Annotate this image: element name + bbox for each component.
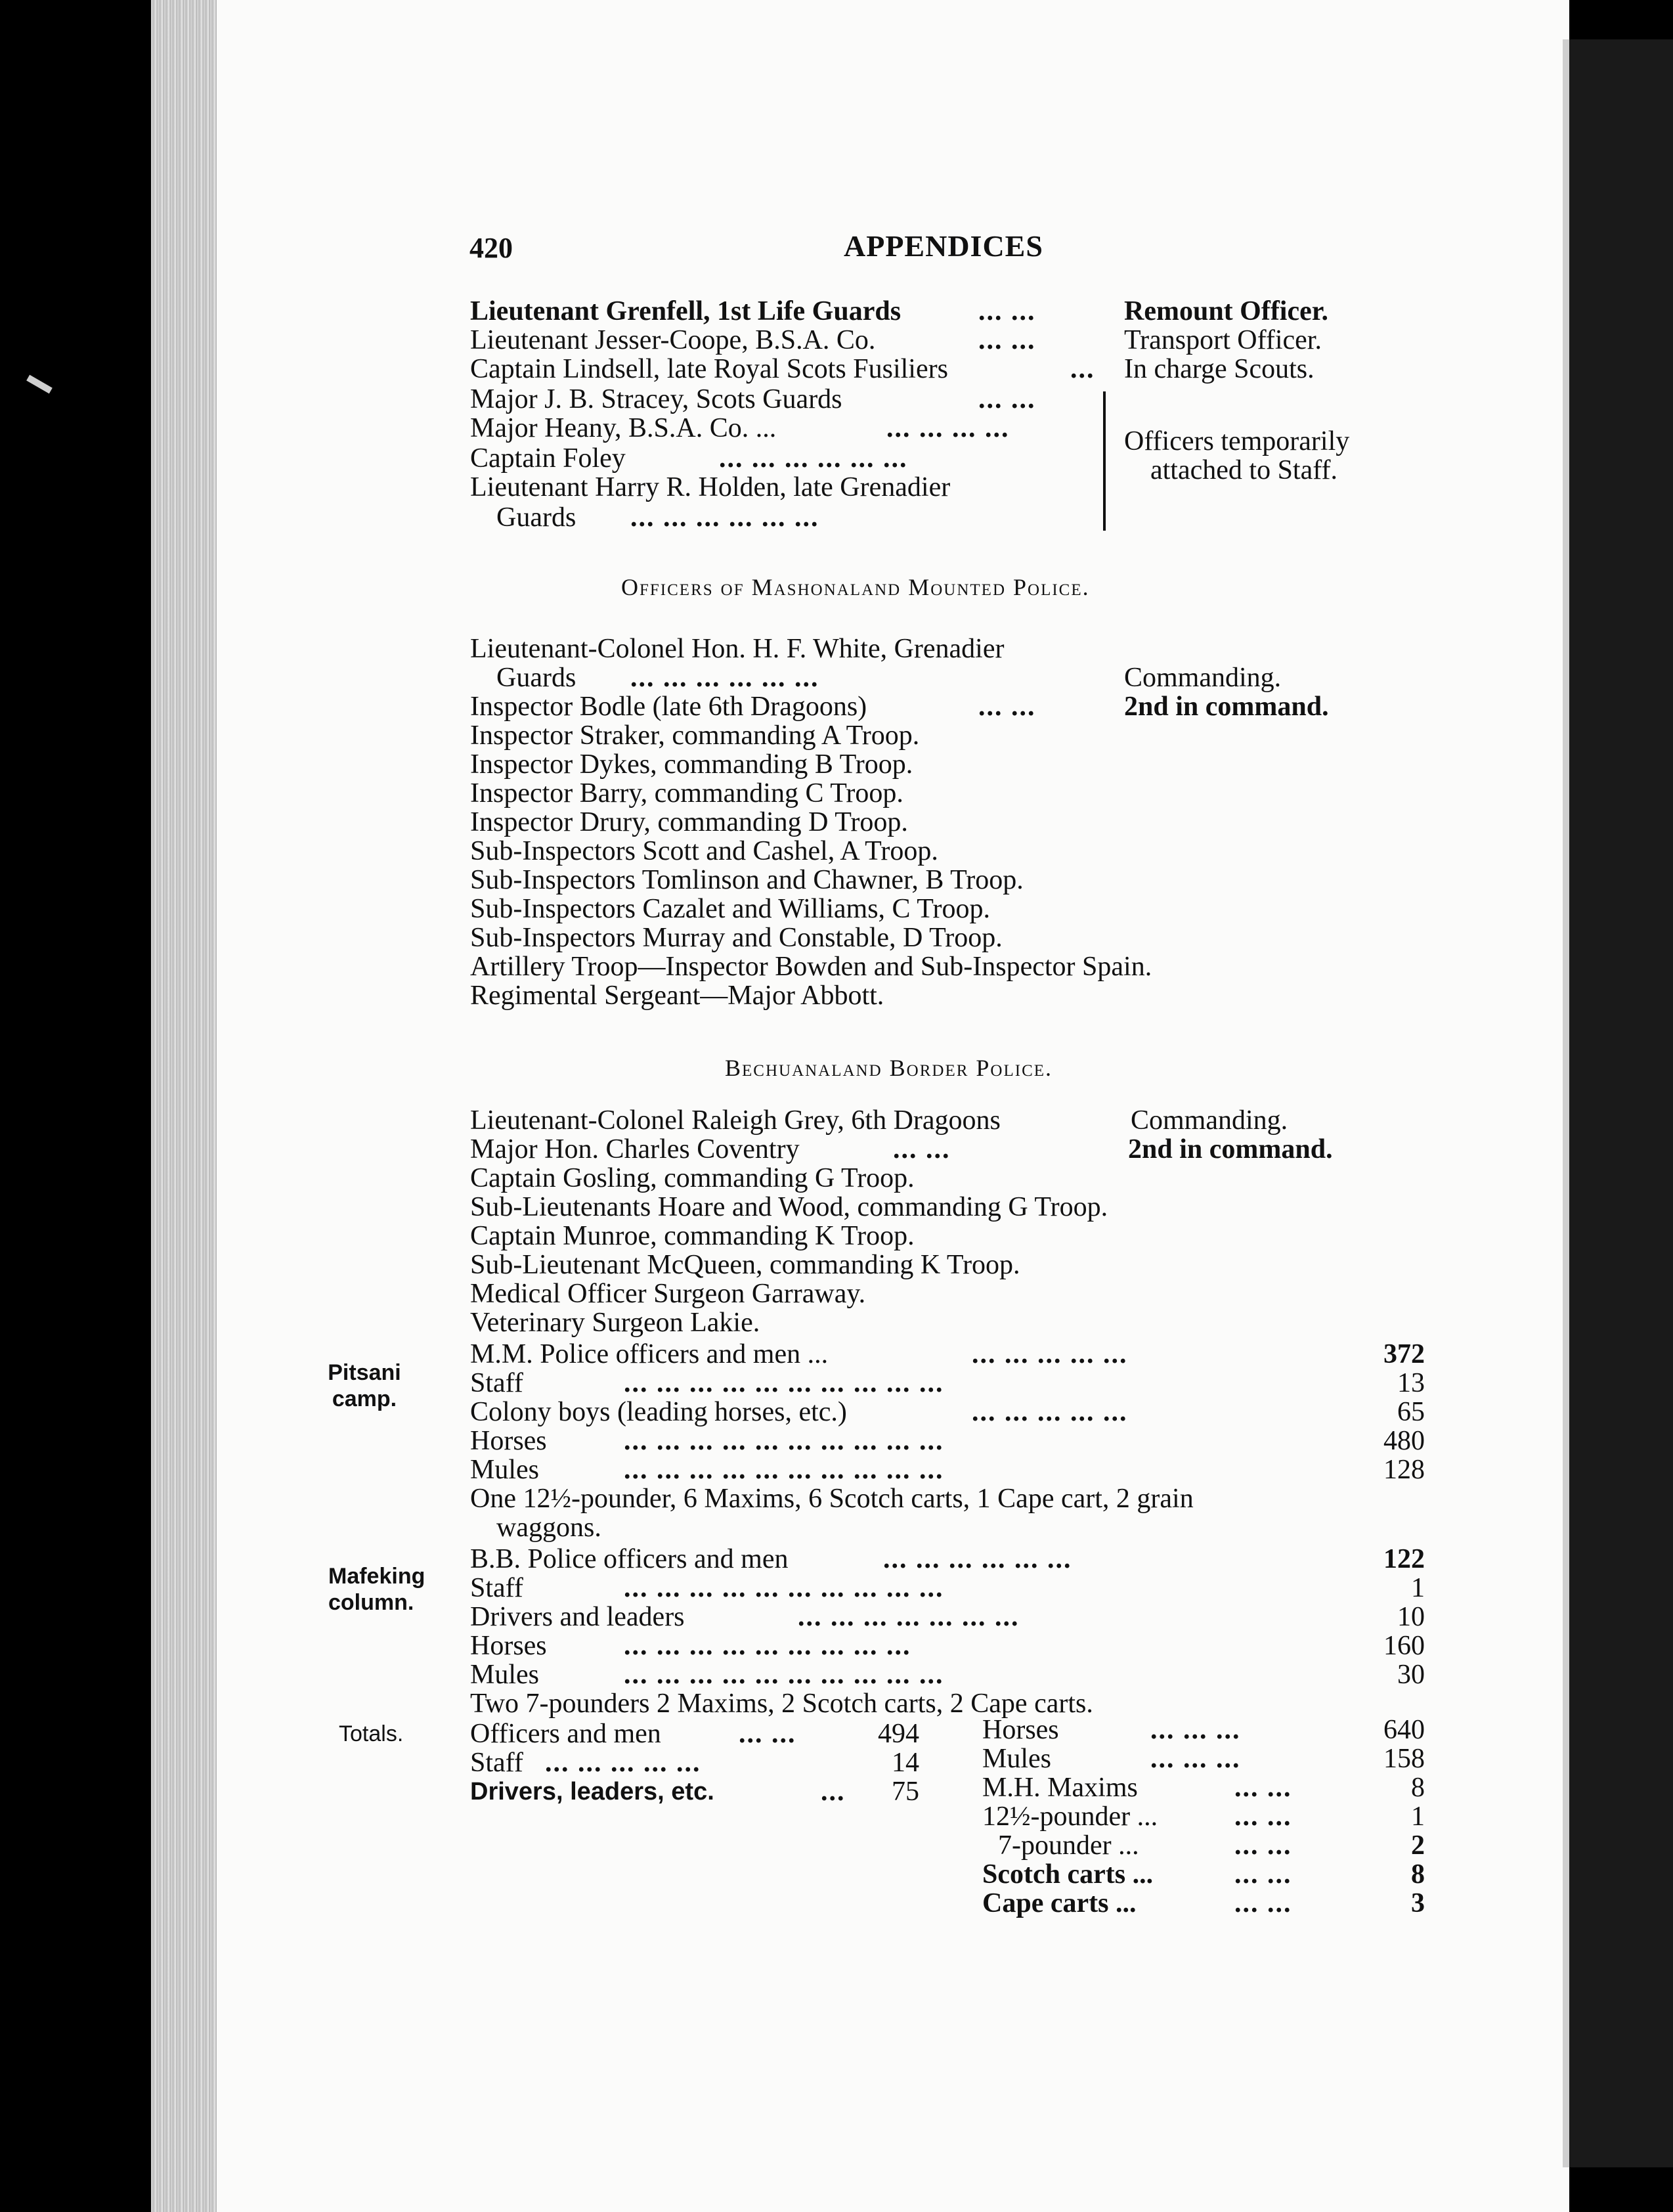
staff-row-name: Major J. B. Stracey, Scots Guards xyxy=(470,384,842,414)
staff-row-role: Remount Officer. xyxy=(1124,296,1329,326)
staff-row-name: Guards xyxy=(496,502,576,533)
mafeking-row: Mules xyxy=(470,1660,539,1690)
totals-right-value: 3 xyxy=(1411,1888,1425,1918)
mafeking-row-dots: ... ... ... ... ... ... ... ... ... ... xyxy=(624,1573,944,1603)
page-title: APPENDICES xyxy=(844,229,1043,263)
totals-left-row: Officers and men xyxy=(470,1719,661,1749)
bbp-row: Sub-Lieutenants Hoare and Wood, commanding G Troop. xyxy=(470,1192,1108,1222)
mafeking-row-dots: ... ... ... ... ... ... ... ... ... xyxy=(624,1631,911,1661)
totals-right-value: 2 xyxy=(1411,1830,1425,1861)
group-brace xyxy=(1103,391,1106,531)
mafeking-row-value: 160 xyxy=(1383,1631,1425,1661)
pitsani-row-value: 65 xyxy=(1397,1397,1425,1427)
pitsani-row-dots: ... ... ... ... ... ... ... ... ... ... xyxy=(624,1455,944,1485)
totals-left-dots: ... ... xyxy=(739,1719,796,1749)
totals-left-dots: ... xyxy=(821,1777,846,1807)
totals-right-row: 12½-pounder ... xyxy=(982,1802,1158,1832)
totals-right-dots: ... ... xyxy=(1234,1830,1292,1861)
staff-row-dots: ... ... ... ... ... ... xyxy=(719,443,908,474)
bbp-row: Major Hon. Charles Coventry xyxy=(470,1134,800,1164)
mmp-row-role: 2nd in command. xyxy=(1124,692,1329,722)
mmp-row-role: Commanding. xyxy=(1124,663,1282,693)
pitsani-row-value: 13 xyxy=(1397,1368,1425,1398)
totals-left-dots: ... ... ... ... ... xyxy=(545,1748,701,1778)
bbp-row: Captain Gosling, commanding G Troop. xyxy=(470,1163,915,1193)
totals-right-value: 1 xyxy=(1411,1802,1425,1832)
staff-row-dots: ... ... xyxy=(978,325,1036,355)
staff-row-name: Lieutenant Grenfell, 1st Life Guards xyxy=(470,296,902,326)
totals-right-dots: ... ... ... xyxy=(1150,1715,1241,1745)
mmp-row: Artillery Troop—Inspector Bowden and Sub-Inspector Spain. xyxy=(470,952,1152,982)
mafeking-row-dots: ... ... ... ... ... ... ... xyxy=(798,1602,1020,1632)
staff-row-name: Lieutenant Jesser-Coope, B.S.A. Co. xyxy=(470,325,876,355)
totals-right-dots: ... ... xyxy=(1234,1802,1292,1832)
staff-row-name: Captain Foley xyxy=(470,443,626,474)
staff-row-role: In charge Scouts. xyxy=(1124,354,1314,384)
totals-left-value: 494 xyxy=(878,1719,919,1749)
section-title: Officers of Mashonaland Mounted Police. xyxy=(621,574,1090,600)
staff-group-note: attached to Staff. xyxy=(1150,455,1337,485)
pitsani-equipment: waggons. xyxy=(496,1513,601,1543)
margin-label-pitsani: Pitsani camp. xyxy=(328,1360,401,1411)
totals-right-value: 8 xyxy=(1411,1773,1425,1803)
totals-left-value: 14 xyxy=(892,1748,919,1778)
pitsani-row: Colony boys (leading horses, etc.) xyxy=(470,1397,847,1427)
staff-row-name: Major Heany, B.S.A. Co. ... xyxy=(470,413,777,443)
mafeking-row-value: 10 xyxy=(1397,1602,1425,1632)
mafeking-row: Staff xyxy=(470,1573,523,1603)
section-title: Bechuanaland Border Police. xyxy=(725,1055,1053,1081)
mmp-row-dots: ... ... xyxy=(978,692,1036,722)
pitsani-equipment: One 12½-pounder, 6 Maxims, 6 Scotch carts, 1 Cape cart, 2 grain xyxy=(470,1484,1194,1514)
totals-right-value: 158 xyxy=(1383,1744,1425,1774)
totals-right-value: 640 xyxy=(1383,1715,1425,1745)
margin-label-mafeking: Mafeking column. xyxy=(328,1564,425,1615)
totals-right-row: Scotch carts ... xyxy=(982,1859,1154,1890)
mmp-row: Inspector Barry, commanding C Troop. xyxy=(470,778,903,808)
page-number: 420 xyxy=(469,232,513,264)
staff-row-dots: ... xyxy=(1070,354,1095,384)
totals-left-row: Drivers, leaders, etc. xyxy=(470,1778,714,1805)
mafeking-row: B.B. Police officers and men xyxy=(470,1544,789,1574)
bbp-row: Sub-Lieutenant McQueen, commanding K Troop. xyxy=(470,1250,1020,1280)
mafeking-row-dots: ... ... ... ... ... ... xyxy=(883,1544,1072,1574)
scan-mark xyxy=(26,375,53,394)
totals-right-dots: ... ... ... xyxy=(1150,1744,1241,1774)
bbp-row-role: 2nd in command. xyxy=(1128,1134,1333,1164)
staff-row-name: Captain Lindsell, late Royal Scots Fusiliers xyxy=(470,354,948,384)
totals-left-value: 75 xyxy=(892,1777,919,1807)
totals-right-row: Mules xyxy=(982,1744,1051,1774)
staff-row-name: Lieutenant Harry R. Holden, late Grenadier xyxy=(470,472,951,502)
pitsani-row-dots: ... ... ... ... ... ... ... ... ... ... xyxy=(624,1426,944,1456)
mafeking-row-value: 122 xyxy=(1383,1544,1425,1574)
pitsani-row-value: 128 xyxy=(1383,1455,1425,1485)
bbp-row-role: Commanding. xyxy=(1131,1105,1288,1136)
facing-page-shadow xyxy=(1569,39,1673,2167)
totals-right-dots: ... ... xyxy=(1234,1888,1292,1918)
pitsani-row-value: 372 xyxy=(1383,1339,1425,1369)
staff-group-note: Officers temporarily xyxy=(1124,426,1350,456)
mmp-row: Sub-Inspectors Murray and Constable, D Troop. xyxy=(470,923,1003,953)
staff-row-role: Transport Officer. xyxy=(1124,325,1322,355)
mafeking-row: Horses xyxy=(470,1631,547,1661)
pitsani-row: Horses xyxy=(470,1426,547,1456)
mafeking-row-dots: ... ... ... ... ... ... ... ... ... ... xyxy=(624,1660,944,1690)
staff-row-dots: ... ... ... ... xyxy=(886,413,1010,443)
mmp-row: Inspector Drury, commanding D Troop. xyxy=(470,807,908,837)
totals-right-row: Cape carts ... xyxy=(982,1888,1137,1918)
pitsani-row: M.M. Police officers and men ... xyxy=(470,1339,829,1369)
bbp-row: Captain Munroe, commanding K Troop. xyxy=(470,1221,915,1251)
pitsani-row-dots: ... ... ... ... ... xyxy=(972,1339,1128,1369)
staff-row-dots: ... ... xyxy=(978,384,1036,414)
mafeking-row-value: 30 xyxy=(1397,1660,1425,1690)
pitsani-row-value: 480 xyxy=(1383,1426,1425,1456)
totals-right-value: 8 xyxy=(1411,1859,1425,1890)
bbp-row: Medical Officer Surgeon Garraway. xyxy=(470,1279,866,1309)
pitsani-row-dots: ... ... ... ... ... xyxy=(972,1397,1128,1427)
totals-left-row: Staff xyxy=(470,1748,523,1778)
staff-row-dots: ... ... xyxy=(978,296,1036,326)
mmp-row: Sub-Inspectors Scott and Cashel, A Troop. xyxy=(470,836,938,866)
mmp-row: Sub-Inspectors Cazalet and Williams, C Troop. xyxy=(470,894,990,924)
margin-label-totals: Totals. xyxy=(339,1721,404,1746)
totals-right-dots: ... ... xyxy=(1234,1773,1292,1803)
totals-right-row: Horses xyxy=(982,1715,1059,1745)
mmp-row: Guards xyxy=(496,663,576,693)
mmp-row: Regimental Sergeant—Major Abbott. xyxy=(470,981,884,1011)
bbp-row: Veterinary Surgeon Lakie. xyxy=(470,1308,760,1338)
mafeking-row: Drivers and leaders xyxy=(470,1602,685,1632)
totals-right-row: M.H. Maxims xyxy=(982,1773,1138,1803)
mafeking-equipment: Two 7-pounders 2 Maxims, 2 Scotch carts, 2 Cape carts. xyxy=(470,1689,1093,1719)
pitsani-row-dots: ... ... ... ... ... ... ... ... ... ... xyxy=(624,1368,944,1398)
totals-right-row: 7-pounder ... xyxy=(998,1830,1139,1861)
totals-right-dots: ... ... xyxy=(1234,1859,1292,1890)
pitsani-row: Mules xyxy=(470,1455,539,1485)
mmp-row: Inspector Straker, commanding A Troop. xyxy=(470,720,920,751)
mmp-row: Inspector Bodle (late 6th Dragoons) xyxy=(470,692,867,722)
bbp-row-dots: ... ... xyxy=(893,1134,951,1164)
pitsani-row: Staff xyxy=(470,1368,523,1398)
mmp-row: Inspector Dykes, commanding B Troop. xyxy=(470,749,913,780)
bbp-row: Lieutenant-Colonel Raleigh Grey, 6th Dragoons xyxy=(470,1105,1001,1136)
mafeking-row-value: 1 xyxy=(1411,1573,1425,1603)
mmp-row: Lieutenant-Colonel Hon. H. F. White, Grenadier xyxy=(470,634,1005,664)
staff-row-dots: ... ... ... ... ... ... xyxy=(630,502,819,533)
mmp-row-dots: ... ... ... ... ... ... xyxy=(630,663,819,693)
mmp-row: Sub-Inspectors Tomlinson and Chawner, B Troop. xyxy=(470,865,1024,895)
